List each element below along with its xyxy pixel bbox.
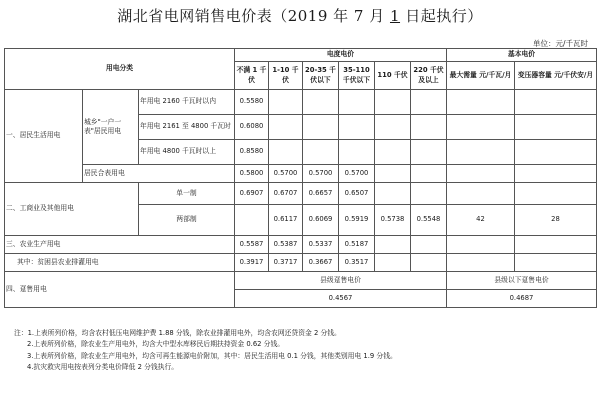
- row-agri: 三、农业生产用电: [5, 236, 235, 254]
- header-energy-price: 电度电价: [235, 49, 447, 62]
- label-county-below: 县级以下趸售电价: [447, 272, 597, 290]
- title-day: 1: [389, 7, 401, 25]
- row-summer: 四、趸售用电: [5, 272, 235, 308]
- note-4: 4.抗灾救灾用电按表列分类电价降低 2 分钱执行。: [27, 363, 179, 372]
- value-agri-sub-20-35: 0.3667: [303, 254, 339, 272]
- row-agri-sub: 其中：贫困县农业排灌用电: [5, 254, 235, 272]
- value-tier-2: 0.6080: [235, 115, 269, 140]
- row-tier-3: 年用电 4800 千瓦时以上: [139, 140, 235, 165]
- value-shared-1-10: 0.5700: [269, 165, 303, 183]
- value-agri-1-10: 0.5387: [269, 236, 303, 254]
- value-shared-20-35: 0.5700: [303, 165, 339, 183]
- note-3: 3.上表所列价格，除农业生产用电外，均含可再生能源电价附加，其中：居民生活用电 0.1 分钱，其他类别用电 1.9 分钱。: [27, 351, 397, 360]
- value-agri-sub-1-10: 0.3717: [269, 254, 303, 272]
- header-voltage-35-110: 35-110 千伏以下: [339, 62, 375, 90]
- title-before: 湖北省电网销售电价表（2019 年 7 月: [117, 7, 390, 25]
- row-tier-2: 年用电 2161 至 4800 千瓦时: [139, 115, 235, 140]
- row-single: 单一制: [139, 183, 235, 205]
- value-tier-3: 0.8580: [235, 140, 269, 165]
- header-transformer-capacity: 变压器容量 元/千伏安/月: [515, 62, 597, 90]
- header-category: 用电分类: [5, 49, 235, 90]
- header-voltage-20-35: 20-35 千伏以下: [303, 62, 339, 90]
- value-agri-lt1kv: 0.5587: [235, 236, 269, 254]
- tariff-table: [4, 48, 597, 308]
- value-county-above: 0.4567: [235, 290, 447, 308]
- value-agri-20-35: 0.5337: [303, 236, 339, 254]
- value-two-part-max-demand: 42: [447, 205, 515, 236]
- page-title: [0, 5, 600, 26]
- row-commercial: 二、工商业及其他用电: [5, 183, 139, 236]
- value-single-lt1kv: 0.6907: [235, 183, 269, 205]
- value-single-1-10: 0.6707: [269, 183, 303, 205]
- note-2: 2.上表所列价格，除农业生产用电外，均含大中型水库移民后期扶持资金 0.62 分钱。: [27, 340, 285, 349]
- header-voltage-lt1kv: 不满 1 千伏: [235, 62, 269, 90]
- header-max-demand: 最大需量 元/千瓦/月: [447, 62, 515, 90]
- row-two-part: 两部制: [139, 205, 235, 236]
- value-agri-sub-lt1kv: 0.3917: [235, 254, 269, 272]
- value-tier-1: 0.5580: [235, 90, 269, 115]
- value-two-part-220: 0.5548: [411, 205, 447, 236]
- header-basic-price: 基本电价: [447, 49, 597, 62]
- value-two-part-1-10: 0.6117: [269, 205, 303, 236]
- row-residential: 一、居民生活用电: [5, 90, 83, 183]
- title-after: 日起执行）: [400, 7, 483, 25]
- row-shared-meter: 居民合表用电: [83, 165, 235, 183]
- header-voltage-110: 110 千伏: [375, 62, 411, 90]
- value-two-part-transformer: 28: [515, 205, 597, 236]
- header-voltage-1-10: 1-10 千伏: [269, 62, 303, 90]
- note-1: 注：1.上表所列价格，均含农村低压电网维护费 1.88 分钱，除农业排灌用电外，均含农网还贷资金 2 分钱。: [14, 329, 341, 337]
- value-two-part-20-35: 0.6069: [303, 205, 339, 236]
- value-shared-35-110: 0.5700: [339, 165, 375, 183]
- value-single-20-35: 0.6657: [303, 183, 339, 205]
- value-agri-35-110: 0.5187: [339, 236, 375, 254]
- header-voltage-220: 220 千伏及以上: [411, 62, 447, 90]
- unit-label: 单位：元/千瓦时: [532, 39, 588, 48]
- row-tier-1: 年用电 2160 千瓦时以内: [139, 90, 235, 115]
- value-shared-lt1kv: 0.5800: [235, 165, 269, 183]
- value-two-part-110: 0.5738: [375, 205, 411, 236]
- label-county-above: 县级趸售电价: [235, 272, 447, 290]
- value-county-below: 0.4687: [447, 290, 597, 308]
- value-agri-sub-35-110: 0.3517: [339, 254, 375, 272]
- value-two-part-35-110: 0.5919: [339, 205, 375, 236]
- value-single-35-110: 0.6507: [339, 183, 375, 205]
- row-urban-rural: 城乡"一户一表"居民用电: [83, 90, 139, 165]
- notes: [14, 328, 594, 374]
